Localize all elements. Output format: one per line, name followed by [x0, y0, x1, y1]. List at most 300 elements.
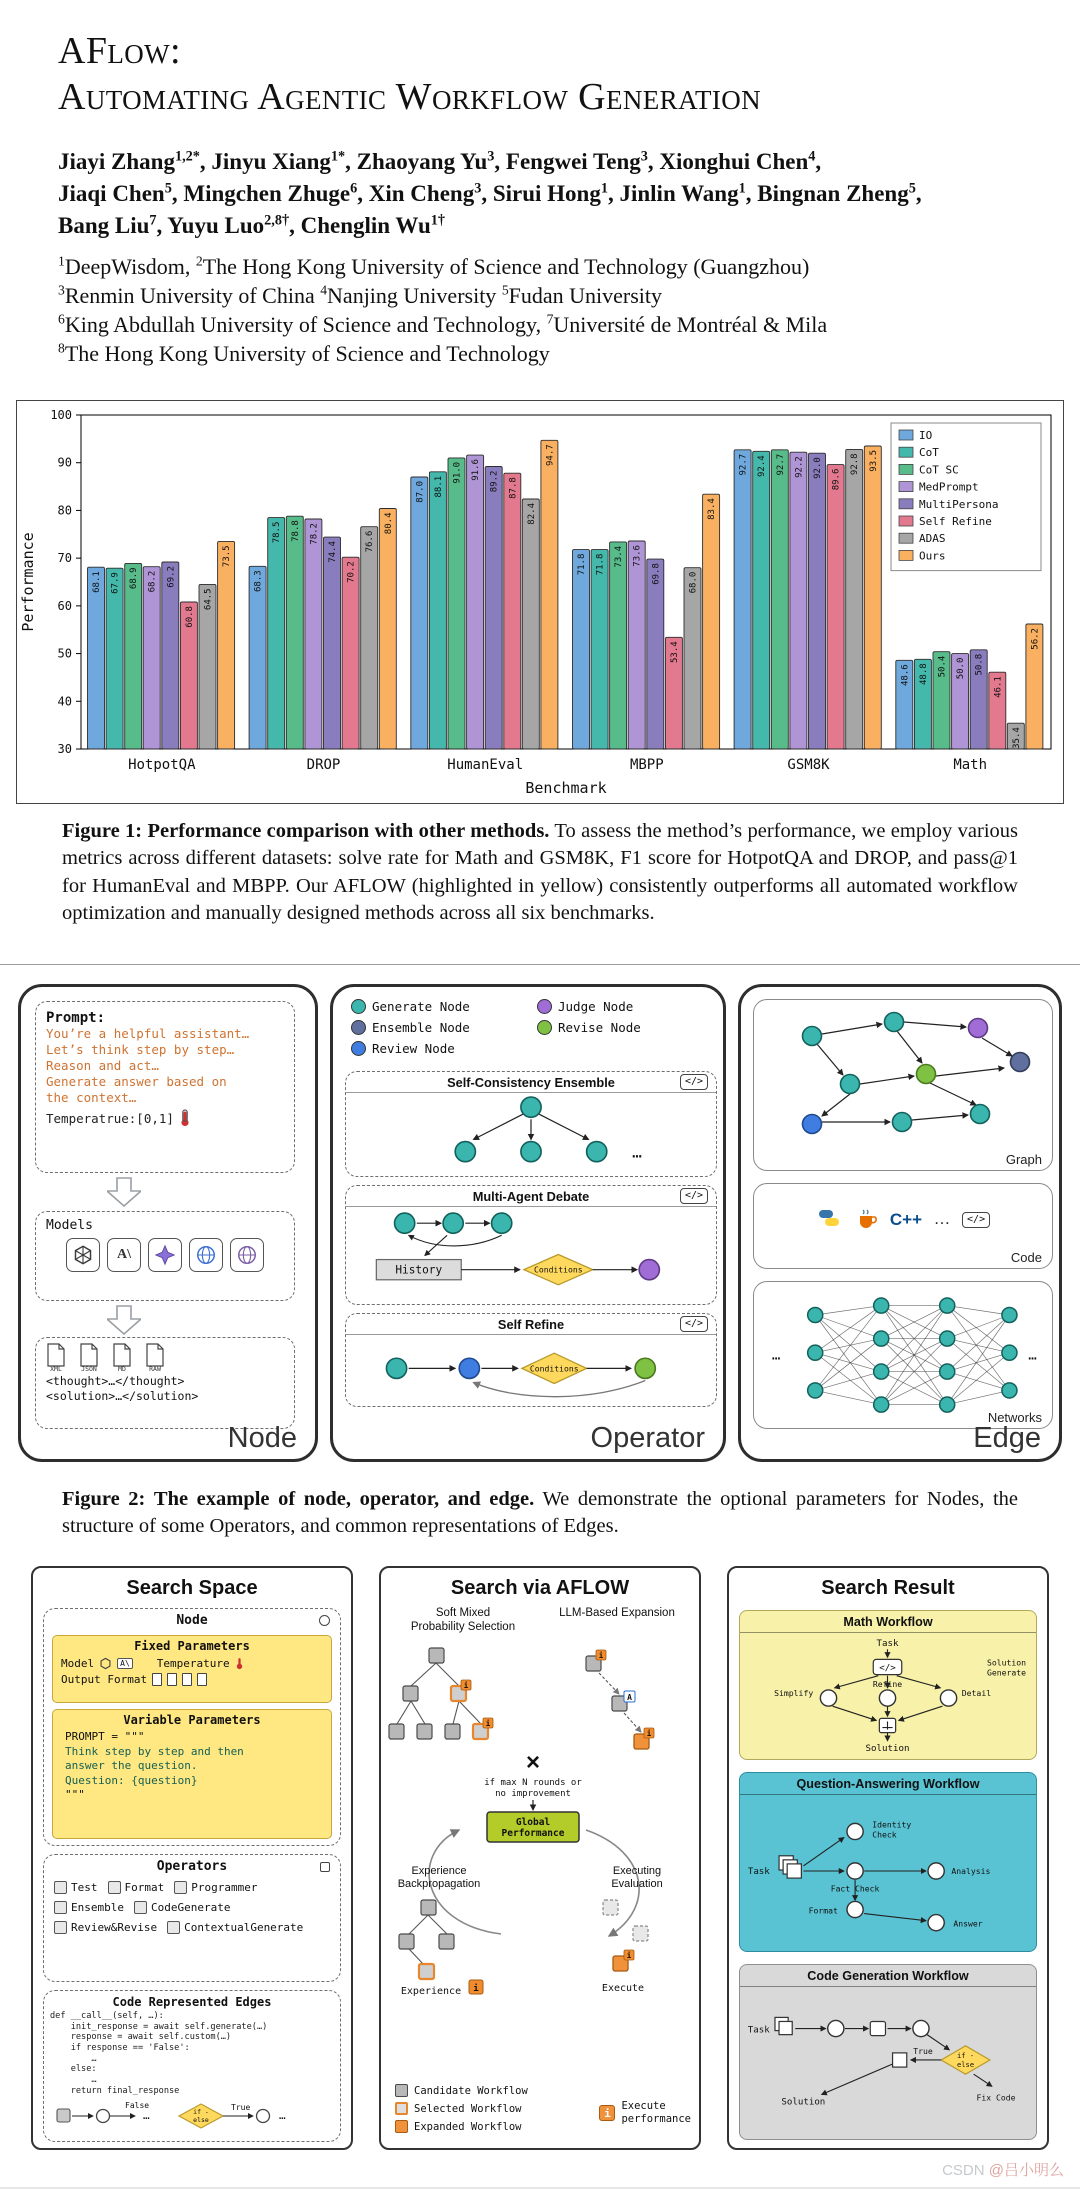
bar: [106, 568, 123, 749]
fixed-parameters-box: [52, 1635, 332, 1703]
info-icon: i: [646, 1729, 652, 1738]
operator-panel: [330, 984, 726, 1462]
prompt-title: Prompt:: [46, 1010, 106, 1026]
bar-value-label: 70.2: [346, 561, 357, 583]
legend-label: MedPrompt: [919, 480, 979, 494]
bar: [522, 499, 539, 749]
info-icon: i: [598, 1651, 604, 1660]
anthropic-icon: A\: [107, 1238, 141, 1272]
prompt-code-line: """: [65, 1788, 85, 1802]
bar-value-label: 92.4: [757, 455, 768, 477]
code-box: [753, 1183, 1053, 1269]
author-name: Sirui Hong$^1$: [492, 180, 608, 207]
node-color-swatch: [537, 999, 552, 1014]
affiliations: [58, 252, 1048, 368]
self-refine-diagram: [346, 1335, 716, 1408]
ellipsis: …: [1028, 1347, 1037, 1364]
bar-value-label: 83.4: [707, 498, 718, 520]
prompt-code-line: Question: {question}: [65, 1773, 198, 1787]
author-line: Bang Liu$^7$, Yuyu Luo$^{2,8\dagger}$, Chenglin $Wu^{1\dagger}$: [58, 212, 446, 239]
bar-value-label: 35.4: [1011, 727, 1022, 749]
bar-value-label: 82.4: [526, 503, 537, 525]
model-icons: [46, 1238, 284, 1272]
globe-icon: [189, 1238, 223, 1272]
legend-label: Candidate Workflow: [414, 2084, 528, 2097]
analysis-label: Analysis: [951, 1866, 991, 1877]
figure1-caption-text: To assess the method’s performance, we employ various metrics across different datasets: solve rate for Math and GSM8K, F1 score for HotpotQA and DROP, and pass@1 for HumanEval and MBPP. Our AFLOW (highlighted in yellow) consistently outperforms all automated workflow optimization and manually designed methods across all six benchmarks.: [62, 820, 1018, 925]
operator-icon: [174, 1881, 187, 1894]
bar: [162, 562, 179, 749]
legend-label: Ensemble Node: [372, 1020, 470, 1035]
bar-value-label: 74.4: [328, 541, 338, 563]
code-line: response = await self.custom(…): [50, 2032, 232, 2043]
bar: [734, 450, 751, 749]
branch-label: Detail: [961, 1688, 992, 1699]
prompt-code-line: Think step by step and then: [65, 1744, 244, 1758]
x-category-label: HotpotQA: [128, 757, 196, 773]
legend-label: Self Refine: [919, 515, 992, 528]
node-panel: [18, 984, 318, 1462]
execute-performance-legend: [599, 2084, 691, 2126]
operator-label: Programmer: [191, 1881, 258, 1894]
conditions-label: Conditions: [533, 1264, 583, 1275]
workflow-swatch: [395, 2102, 408, 2115]
identity-check-line2: Check: [872, 1829, 897, 1840]
graph-label: Graph: [1005, 1152, 1042, 1167]
author-name: Mingchen Zhuge$^6$: [183, 180, 358, 207]
workflow-swatch: [395, 2120, 408, 2133]
document-type-label: RAW: [149, 1365, 161, 1373]
bar: [591, 550, 608, 749]
bar: [88, 567, 105, 749]
search-result-title: Search Result: [821, 1577, 955, 1599]
document-type-label: JSON: [81, 1365, 97, 1373]
legend-label: Generate Node: [372, 999, 470, 1014]
figure2-caption-bold: The example of node, operator, and edge.: [153, 1488, 535, 1510]
mcts-search-diagram: [381, 1642, 699, 1998]
bar: [628, 541, 645, 749]
stop-condition-line1: if max N rounds or: [484, 1778, 582, 1788]
temperature-label: Temperature: [156, 1656, 230, 1670]
if-else-flow-diagram: [51, 2098, 333, 2136]
bar: [485, 467, 502, 750]
true-label: True: [231, 2103, 251, 2113]
bar: [305, 519, 322, 749]
task-label: Task: [747, 1867, 770, 1878]
model-label: Model: [61, 1656, 95, 1670]
qa-workflow-title: Question-Answering Workflow: [740, 1773, 1036, 1795]
document-type-label: MD: [118, 1365, 126, 1373]
code-line: …: [50, 2074, 97, 2085]
prompt-line: You’re a helpful assistant…: [46, 1026, 250, 1041]
branch-label: Simplify: [774, 1688, 814, 1699]
bar: [771, 450, 788, 749]
openai-icon: [66, 1238, 100, 1272]
bar-value-label: 89.2: [489, 470, 500, 493]
bar: [610, 542, 627, 749]
models-label: Models: [46, 1218, 93, 1233]
experience-backprop-line2: Backpropagation: [397, 1878, 481, 1890]
node-panel-label: Node: [227, 1422, 297, 1454]
legend-label: CoT: [919, 446, 939, 460]
operators-list: [44, 1874, 340, 1941]
bar-value-label: 87.8: [508, 477, 519, 499]
format-label: Format: [808, 1905, 838, 1916]
self-refine-box: [345, 1313, 717, 1407]
legend-label: CoT SC: [919, 463, 959, 477]
bar-value-label: 60.8: [184, 606, 195, 628]
bar-value-label: 76.6: [365, 530, 376, 553]
java-icon: [854, 1206, 878, 1235]
history-label: History: [395, 1263, 443, 1277]
info-icon: i: [473, 1984, 479, 1994]
bar-value-label: 89.6: [831, 468, 842, 491]
else-label: else: [193, 2116, 209, 2125]
bar-value-label: 50.8: [974, 653, 985, 676]
legend-label: IO: [919, 429, 933, 442]
format-line: <thought>…</thought>: [46, 1374, 185, 1388]
author-name: Jinyu Xiang$^{1*}$: [211, 148, 346, 174]
box-header: [346, 1186, 716, 1207]
document-icon: [152, 1673, 162, 1686]
operator-label: Ensemble: [71, 1901, 124, 1914]
format-box: [35, 1337, 295, 1429]
box-title: Self-Consistency Ensemble: [447, 1074, 615, 1090]
operator-label: ContextualGenerate: [184, 1921, 304, 1934]
solution-label: Solution: [781, 2097, 826, 2108]
document-icon: [197, 1673, 207, 1686]
bar-value-label: 64.5: [203, 588, 214, 611]
y-tick-label: 100: [50, 408, 72, 422]
bar: [864, 446, 881, 749]
variable-parameters-box: [52, 1709, 332, 1839]
performance-bar-chart: [17, 401, 1061, 801]
bar: [411, 477, 428, 749]
bar-value-label: 48.8: [918, 663, 929, 685]
workflow-swatch: [395, 2084, 408, 2097]
branch-label: Refine: [872, 1678, 903, 1689]
code-edges-title: Code Represented Edges: [112, 1995, 272, 2009]
down-arrow-icon: [107, 1305, 141, 1335]
node-color-swatch: [351, 999, 366, 1014]
task-label: Task: [747, 2025, 770, 2036]
legend-swatch: [899, 447, 913, 457]
document-icon: [182, 1673, 192, 1686]
bar-value-label: 50.0: [956, 657, 967, 680]
legend-swatch: [899, 550, 913, 560]
operator-legend: [351, 999, 713, 1056]
affiliation-line: $^1$DeepWisdom, $^2$The Hong Kong University of Science and Technology (Guangzhou): [58, 253, 810, 279]
bar-value-label: 73.5: [222, 545, 233, 568]
bar: [753, 451, 770, 749]
answer-label: Answer: [953, 1918, 983, 1929]
self-consistency-box: [345, 1071, 717, 1177]
bar: [143, 567, 160, 749]
bar-value-label: 68.3: [253, 570, 264, 592]
legend-item: [351, 999, 537, 1014]
code-icon: </>: [962, 1212, 990, 1228]
task-label: Task: [876, 1639, 899, 1650]
bar: [790, 452, 807, 749]
bar-value-label: 78.5: [272, 521, 283, 544]
prompt-lines: [46, 1026, 284, 1106]
figure3: [31, 1566, 1049, 2150]
y-axis-label: Performance: [19, 532, 37, 632]
author-name: Zhaoyang Yu$^3$: [356, 148, 495, 174]
figure1: [16, 400, 1064, 804]
multi-agent-debate-diagram: [346, 1207, 716, 1304]
math-workflow-title: Math Workflow: [740, 1611, 1036, 1633]
global-performance-line1: Global: [515, 1817, 551, 1828]
legend-swatch: [899, 499, 913, 509]
node-color-swatch: [537, 1020, 552, 1035]
if-label: if -: [957, 2050, 975, 2060]
page-bottom-divider: [0, 2187, 1080, 2189]
search-space-panel: [31, 1566, 353, 2150]
node-parameters-box: [43, 1608, 341, 1846]
code-workflow-box: [739, 1964, 1037, 2140]
legend-label: ADAS: [919, 532, 946, 546]
operator-icon: [54, 1901, 67, 1914]
legend-swatch: [899, 516, 913, 526]
legend-item: [395, 2102, 528, 2115]
code-line: def __call__(self, …):: [50, 2011, 164, 2021]
thermometer-icon: [179, 1109, 191, 1127]
box-header: [346, 1072, 716, 1093]
bar-value-label: 78.2: [309, 523, 320, 545]
reject-x-icon: ×: [525, 1749, 541, 1776]
document-icon: [167, 1673, 177, 1686]
stop-condition-line2: no improvement: [495, 1789, 571, 1799]
watermark-handle: @吕小明么: [988, 2162, 1064, 2179]
bar-value-label: 48.6: [900, 664, 911, 686]
networks-box: [753, 1281, 1053, 1429]
legend-item: [351, 1020, 537, 1035]
prompt-line: Generate answer based on: [46, 1074, 227, 1089]
bar: [504, 473, 521, 749]
code-line: …: [50, 2053, 97, 2064]
search-space-title: Search Space: [126, 1577, 258, 1599]
operator-icon: [108, 1881, 121, 1894]
bar: [342, 557, 359, 749]
y-tick-label: 60: [57, 598, 72, 613]
bar-value-label: 68.2: [147, 570, 158, 593]
bar-value-label: 68.0: [688, 571, 699, 594]
author-name: Xionghui Chen$^4$: [659, 148, 816, 174]
multi-agent-debate-box: [345, 1185, 717, 1305]
legend-swatch: [899, 533, 913, 543]
x-category-label: GSM8K: [787, 757, 830, 773]
paper-title-line2: Automating Agentic Workflow Generation: [58, 76, 762, 119]
search-result-panel: [727, 1566, 1049, 2150]
operator-label: Format: [124, 1881, 165, 1894]
legend-swatch: [899, 482, 913, 492]
bar-value-label: 92.0: [813, 457, 823, 479]
author-name: Chenglin $Wu^{1\dagger}$: [300, 212, 446, 239]
graph-diagram: [754, 1000, 1048, 1150]
format-line: <solution>…</solution>: [46, 1388, 199, 1403]
legend-item: [537, 999, 707, 1014]
bar-value-label: 94.7: [545, 444, 556, 466]
paper-title: [58, 28, 761, 121]
code-icons-row: [754, 1184, 1052, 1268]
node-circle-icon: [319, 1615, 330, 1626]
bar-value-label: 73.4: [614, 545, 625, 568]
operator-item: [54, 1881, 98, 1894]
x-category-label: DROP: [306, 757, 341, 773]
figure2: [18, 984, 1062, 1462]
x-axis-label: Benchmark: [525, 779, 607, 797]
legend-label: Revise Node: [558, 1020, 641, 1035]
model-temperature-row: [53, 1653, 331, 1670]
bar: [324, 537, 341, 749]
edge-panel-label: Edge: [973, 1422, 1041, 1454]
operator-item: [54, 1901, 124, 1914]
authors: [58, 146, 1038, 243]
operators-box: [43, 1854, 341, 1982]
bar: [249, 566, 266, 749]
y-tick-label: 70: [57, 551, 72, 566]
info-icon: i: [599, 2105, 615, 2121]
llm-icon: A: [627, 1693, 632, 1702]
affiliation-line: $^8$The Hong Kong University of Science and Technology: [58, 340, 550, 367]
operator-icon: [54, 1921, 67, 1934]
fix-code-label: Fix Code: [976, 2092, 1016, 2103]
code-edges-box: [43, 1990, 341, 2142]
legend-swatch: [899, 430, 913, 440]
python-icon: [816, 1205, 842, 1236]
x-category-label: Math: [953, 757, 988, 773]
legend-swatch: [899, 464, 913, 474]
edge-panel: [738, 984, 1062, 1462]
bar: [448, 458, 465, 749]
cpp-icon: C++: [889, 1210, 923, 1229]
bar: [846, 449, 863, 749]
figure2-caption-label: Figure 2:: [62, 1488, 146, 1510]
variable-parameters-title: Variable Parameters: [123, 1713, 261, 1727]
code-workflow-title: Code Generation Workflow: [740, 1965, 1036, 1987]
top-labels: [381, 1606, 699, 1635]
legend-item: [351, 1041, 537, 1056]
self-consistency-diagram: [346, 1093, 716, 1178]
figure2-caption: [62, 1486, 1018, 1541]
format-docs: [46, 1343, 284, 1373]
figure1-caption-label: Figure 1:: [62, 820, 143, 842]
legend-label: Judge Node: [558, 999, 634, 1014]
networks-diagram: [754, 1282, 1048, 1414]
ellipsis: …: [771, 1347, 781, 1364]
operator-icon: [134, 1901, 147, 1914]
document-type-label: XML: [50, 1365, 62, 1373]
code-line: init_response = await self.generate(…): [50, 2021, 268, 2032]
bar-value-label: 93.5: [868, 450, 879, 472]
bar: [541, 440, 558, 749]
anthropic-icon: A\: [117, 1658, 133, 1669]
variable-prompt-code: [53, 1727, 331, 1803]
legend-label: Selected Workflow: [414, 2102, 522, 2115]
identity-check-line1: Identity: [872, 1819, 912, 1830]
bar-value-label: 69.8: [651, 563, 662, 585]
code-icon: </>: [680, 1074, 708, 1090]
networks-label: Networks: [987, 1410, 1042, 1425]
author-name: Xin Cheng$^3$: [368, 180, 482, 207]
execute-performance-label: Execute performance: [621, 2100, 691, 2126]
bar-value-label: 78.8: [290, 520, 301, 542]
bar-value-label: 80.4: [383, 512, 394, 535]
solution-generate-line1: Solution: [986, 1657, 1027, 1668]
chart-legend: [891, 423, 1041, 571]
x-category-label: MBPP: [629, 757, 664, 773]
prompt-line: Let’s think step by step…: [46, 1042, 235, 1057]
figure1-caption: [62, 818, 1018, 928]
prompt-line: Reason and act…: [46, 1058, 159, 1073]
document-icon: [145, 1343, 165, 1373]
solution-generate-line2: Generate: [986, 1667, 1027, 1678]
conditions-label: Conditions: [529, 1363, 579, 1374]
bar-value-label: 88.1: [433, 475, 444, 498]
solution-label: Solution: [865, 1743, 910, 1754]
bar-value-label: 71.8: [577, 553, 587, 576]
soft-selection-label: Soft Mixed Probability Selection: [410, 1607, 516, 1634]
watermark: [942, 2159, 1064, 2180]
x-category-label: HumanEval: [447, 757, 524, 773]
bar: [684, 568, 701, 749]
info-icon: i: [463, 1681, 469, 1690]
bar: [218, 541, 235, 749]
info-icon: i: [485, 1719, 491, 1728]
author-name: Jiaqi Chen$^5$: [58, 180, 172, 207]
bar: [573, 550, 590, 749]
global-performance-line2: Performance: [501, 1828, 565, 1839]
fixed-parameters-title: Fixed Parameters: [134, 1639, 250, 1653]
true-label: True: [913, 2045, 933, 2056]
false-label: False: [125, 2101, 150, 2111]
bar-value-label: 91.0: [452, 461, 463, 484]
legend-label: Expanded Workflow: [414, 2120, 522, 2133]
author-name: Jiayi Zhang$^{1,2*}$: [58, 148, 200, 174]
search-via-aflow-title: Search via AFLOW: [450, 1577, 630, 1599]
affiliation-line: $^3$Renmin University of China $^4$Nanjing University $^5$Fudan University: [58, 282, 663, 309]
document-icon: [79, 1343, 99, 1373]
ellipsis: …: [279, 2109, 286, 2123]
code-lines: [44, 2009, 340, 2096]
experience-backprop-line1: Experience: [411, 1865, 467, 1877]
box-header: [346, 1314, 716, 1335]
figure2-caption-text: We demonstrate the optional parameters for Nodes, the structure of some Operators, and common representations of Edges.: [62, 1488, 1018, 1538]
search-via-aflow-panel: [379, 1566, 701, 2150]
code-icon: </>: [680, 1316, 708, 1332]
math-workflow-diagram: [740, 1633, 1035, 1757]
prompt-code-line: PROMPT = """: [65, 1730, 145, 1743]
bar: [268, 518, 285, 749]
workflow-legend: [395, 2084, 528, 2138]
y-tick-label: 80: [57, 503, 72, 518]
bar: [379, 509, 396, 750]
bar-value-label: 87.0: [415, 481, 426, 503]
llm-expansion-label: LLM-Based Expansion: [559, 1607, 675, 1619]
temperature-label: Temperatrue:[0,1]: [46, 1110, 174, 1126]
prompt-line: the context…: [46, 1090, 137, 1105]
operator-label: Test: [71, 1881, 98, 1894]
operator-item: [167, 1921, 303, 1934]
code-line: return final_response: [50, 2085, 180, 2096]
operator-label: Review&Revise: [71, 1921, 158, 1934]
node-box-title: Node: [176, 1613, 208, 1628]
output-format-row: [53, 1670, 331, 1686]
experience-label: Experience: [400, 1986, 462, 1997]
ellipsis: …: [934, 1211, 951, 1228]
box-title: Self Refine: [497, 1316, 565, 1332]
